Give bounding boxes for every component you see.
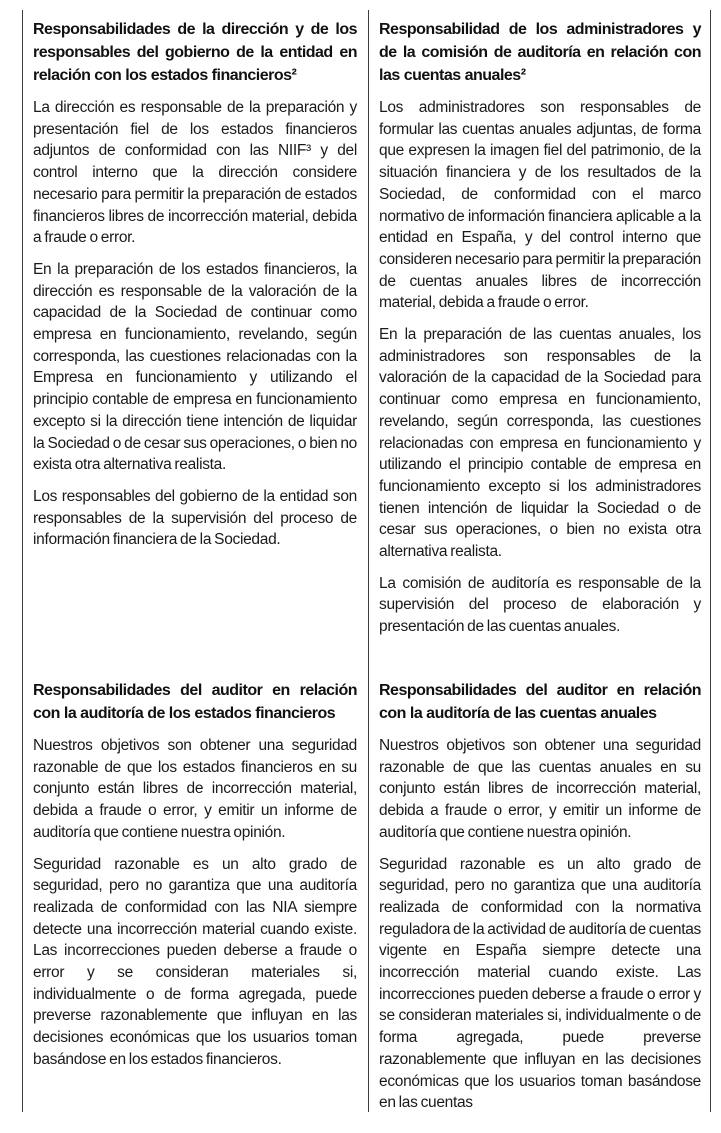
auditor-responsibilities-ca-heading: Responsabilidades del auditor en relación con la auditoría de las cuentas anuales [379, 682, 701, 722]
paragraph: Los administradores son responsables de formular las cuentas anuales adjuntas, de forma que expresen la imagen fiel del patrimonio, de la situación financiera y de los resultados de la Sociedad, de conformidad con el marco normativo de información financiera aplicable a la entidad en España, y del control interno que consideren necesario para permitir la preparación de cuentas anuales libres de incorrección material, debida a fraude o error. [379, 99, 701, 312]
auditor-responsibilities-ef-cell [23, 671, 368, 1112]
paragraph: Seguridad razonable es un alto grado de seguridad, pero no garantiza que una auditoría realizada de conformidad con la normativa reguladora de la actividad de auditoría de cuentas vigente en España siempre detecte una incorrección material cuando existe. Las incorrecciones pueden deberse a fraude o error y se consideran materiales si, individualmente o de forma agregada, puede preverse razonablemente que influyan en las decisiones económicas que los usuarios toman basándose en las cuentas [379, 855, 701, 1112]
paragraph: Los responsables del gobierno de la entidad son responsables de la supervisión del proceso de información financiera de la Sociedad. [33, 487, 357, 549]
paragraph: En la preparación de los estados financieros, la dirección es responsable de la valoración de la capacidad de la Sociedad de continuar como empresa en funcionamiento, revelando, según corresponda, las cuestiones relacionadas con la Empresa en funcionamiento y utilizando el principio contable de empresa en funcionamiento excepto si la dirección tiene intención de liquidar la Sociedad o de cesar sus operaciones, o bien no exista otra alternativa realista. [33, 260, 357, 474]
administradores-responsibilities-heading: Responsabilidad de los administradores y de la comisión de auditoría en relación con las cuentas anuales² [379, 21, 701, 84]
paragraph: Nuestros objetivos son obtener una seguridad razonable de que los estados financieros en su conjunto están libres de incorrección material, debida a fraude o error, y emitir un informe de auditoría que contiene nuestra opinión. [33, 737, 357, 841]
paragraph: Nuestros objetivos son obtener una seguridad razonable de que las cuentas anuales en su conjunto están libres de incorrección material, debida a fraude o error, y emitir un informe de auditoría que contiene nuestra opinión. [379, 737, 701, 841]
paragraph: La dirección es responsable de la preparación y presentación fiel de los estados financieros adjuntos de conformidad con las NIIF³ y del control interno que la dirección considere necesario para permitir la preparación de estados financieros libres de incorrección material, debida a fraude o error. [33, 99, 357, 247]
paragraph: La comisión de auditoría es responsable de la supervisión del proceso de elaboración y presentación de las cuentas anuales. [379, 574, 701, 636]
direccion-responsibilities-cell [23, 10, 368, 671]
paragraph: Seguridad razonable es un alto grado de seguridad, pero no garantiza que una auditoría realizada de conformidad con las NIA siempre detecte una incorrección material cuando existe. Las incorrecciones pueden deberse a fraude o error y se consideran materiales si, individualmente o de forma agregada, puede preverse razonablemente que influyan en las decisiones económicas que los usuarios toman basándose en los estados financieros. [33, 855, 357, 1068]
auditor-responsibilities-ef-heading: Responsabilidades del auditor en relación con la auditoría de los estados financieros [33, 682, 357, 722]
responsibilities-comparison-table [22, 10, 711, 1112]
administradores-responsibilities-cell [368, 10, 711, 671]
direccion-responsibilities-heading: Responsabilidades de la dirección y de los responsables del gobierno de la entidad en relación con los estados financieros² [33, 21, 357, 84]
paragraph: En la preparación de las cuentas anuales, los administradores son responsables de la valoración de la capacidad de la Sociedad para continuar como empresa en funcionamiento, revelando, según corresponda, las cuestiones relacionadas con empresa en funcionamiento y utilizando el principio contable de empresa en funcionamiento excepto si los administradores tienen intención de liquidar la Sociedad o de cesar sus operaciones, o bien no exista otra alternativa realista. [379, 326, 701, 561]
auditor-responsibilities-ca-cell [368, 671, 711, 1112]
